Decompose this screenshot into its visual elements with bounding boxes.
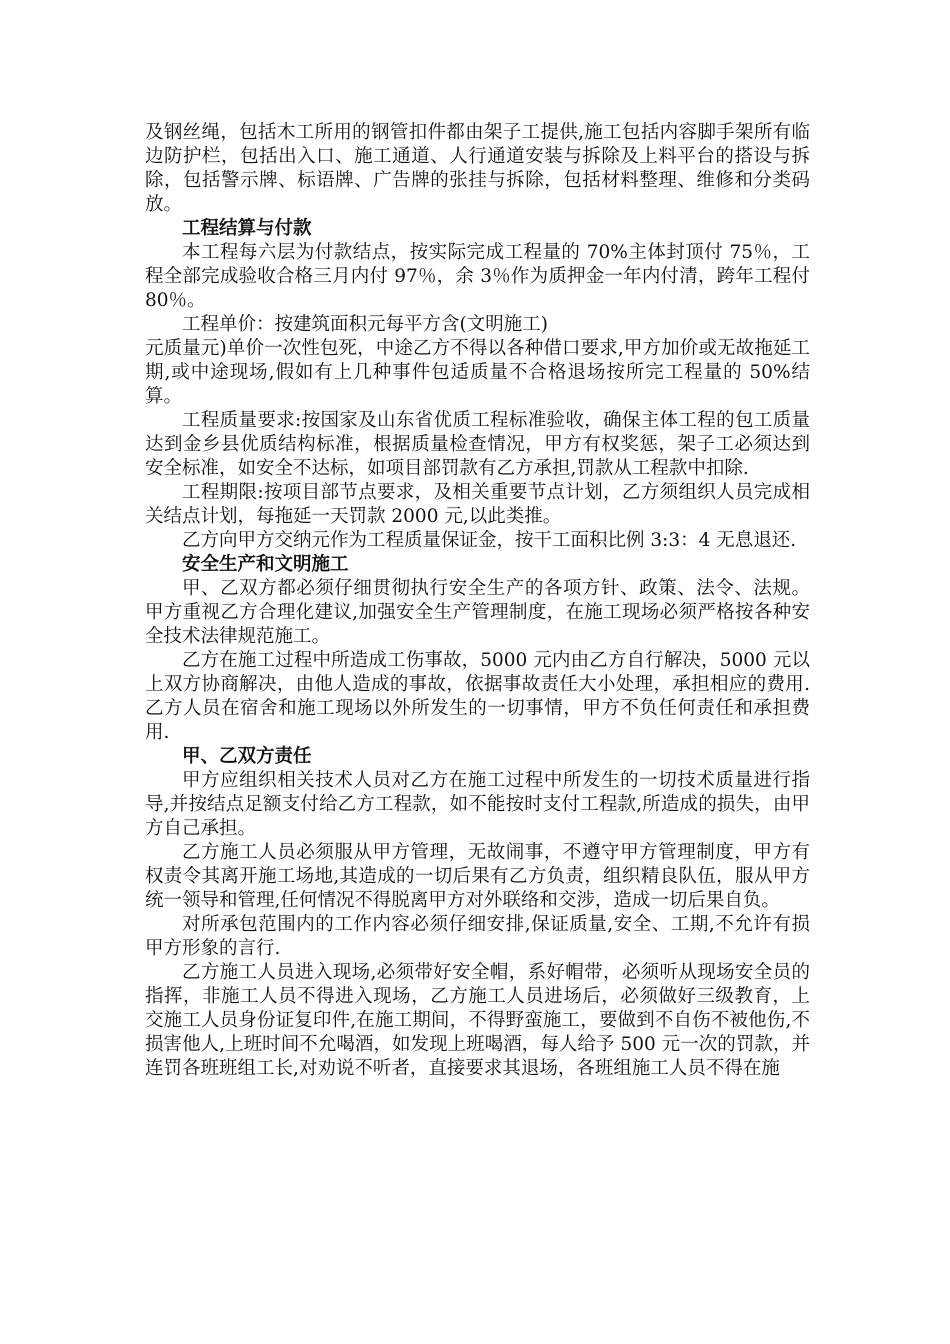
paragraph-party-a-duty: 甲方应组织相关技术人员对乙方在施工过程中所发生的一切技术质量进行指导,并按结点足额支付给乙方工程款，如不能按时支付工程款,所造成的损失，由甲方自己承担。: [145, 770, 810, 839]
paragraph-deposit: 乙方向甲方交纳元作为工程质量保证金，按干工面积比例 3:3：4 无息退还.: [182, 530, 797, 551]
paragraph-payment-nodes: 本工程每六层为付款结点，按实际完成工程量的 70%主体封顶付 75％，工程全部完成验收合格三月内付 97％，余 3％作为质押金一年内付清，跨年工程付 80％。: [145, 242, 810, 311]
paragraph-lump-sum: 元质量元)单价一次性包死，中途乙方不得以各种借口要求,甲方加价或无故拖延工期,或中途现场,假如有上几种事件包适质量不合格退场按所完工程量的 50%结算。: [145, 338, 810, 407]
document-page: [145, 121, 810, 1081]
paragraph-quality-requirements: 工程质量要求:按国家及山东省优质工程标准验收，确保主体工程的包工质量达到金乡县优质结构标准，根据质量检查情况，甲方有权奖惩，架子工必须达到安全标准，如安全不达标，如项目部罚款有乙方承担,罚款从工程款中扣除.: [145, 410, 810, 479]
section-heading-safety: 安全生产和文明施工: [182, 554, 349, 575]
paragraph-accident: 乙方在施工过程中所造成工伤事故，5000 元内由乙方自行解决，5000 元以上双方协商解决，由他人造成的事故，依据事故责任大小处理，承担相应的费用.乙方人员在宿舍和施工现场以外所发生的一切事情，甲方不负任何责任和承担费用.: [145, 650, 810, 743]
paragraph-schedule: 工程期限:按项目部节点要求，及相关重要节点计划，乙方须组织人员完成相关结点计划，每拖延一天罚款 2000 元,以此类推。: [145, 482, 810, 527]
paragraph-unit-price: 工程单价：按建筑面积元每平方含(文明施工): [182, 314, 548, 335]
paragraph-safety-policy: 甲、乙双方都必须仔细贯彻执行安全生产的各项方针、政策、法令、法规。甲方重视乙方合理化建议,加强安全生产管理制度，在施工现场必须严格按各种安全技术法律规范施工。: [145, 578, 810, 647]
paragraph-work-arrangement: 对所承包范围内的工作内容必须仔细安排,保证质量,安全、工期,不允许有损甲方形象的言行.: [145, 914, 810, 959]
paragraph-scaffold-scope: 及钢丝绳，包括木工所用的钢管扣件都由架子工提供,施工包括内容脚手架所有临边防护栏，包括出入口、施工通道、人行通道安装与拆除及上料平台的搭设与拆除，包括警示牌、标语牌、广告牌的张挂与拆除，包括材料整理、维修和分类码放。: [145, 122, 810, 215]
section-heading-responsibilities: 甲、乙双方责任: [182, 746, 312, 767]
section-heading-settlement: 工程结算与付款: [182, 218, 312, 239]
paragraph-site-rules: 乙方施工人员进入现场,必须带好安全帽，系好帽带，必须听从现场安全员的指挥，非施工人员不得进入现场，乙方施工人员进场后，必须做好三级教育，上交施工人员身份证复印件,在施工期间，不得野蛮施工，要做到不自伤不被他伤,不损害他人,上班时间不允喝酒，如发现上班喝酒，每人给予 500 元一次的罚款，并连罚各班班组工长,对劝说不听者，直接要求其退场，各班组施工人员不得在施: [145, 962, 810, 1079]
paragraph-party-b-obedience: 乙方施工人员必须服从甲方管理，无故闹事，不遵守甲方管理制度，甲方有权责令其离开施工场地,其造成的一切后果有乙方负责，组织精良队伍，服从甲方统一领导和管理,任何情况不得脱离甲方对外联络和交涉，造成一切后果自负。: [145, 842, 810, 911]
